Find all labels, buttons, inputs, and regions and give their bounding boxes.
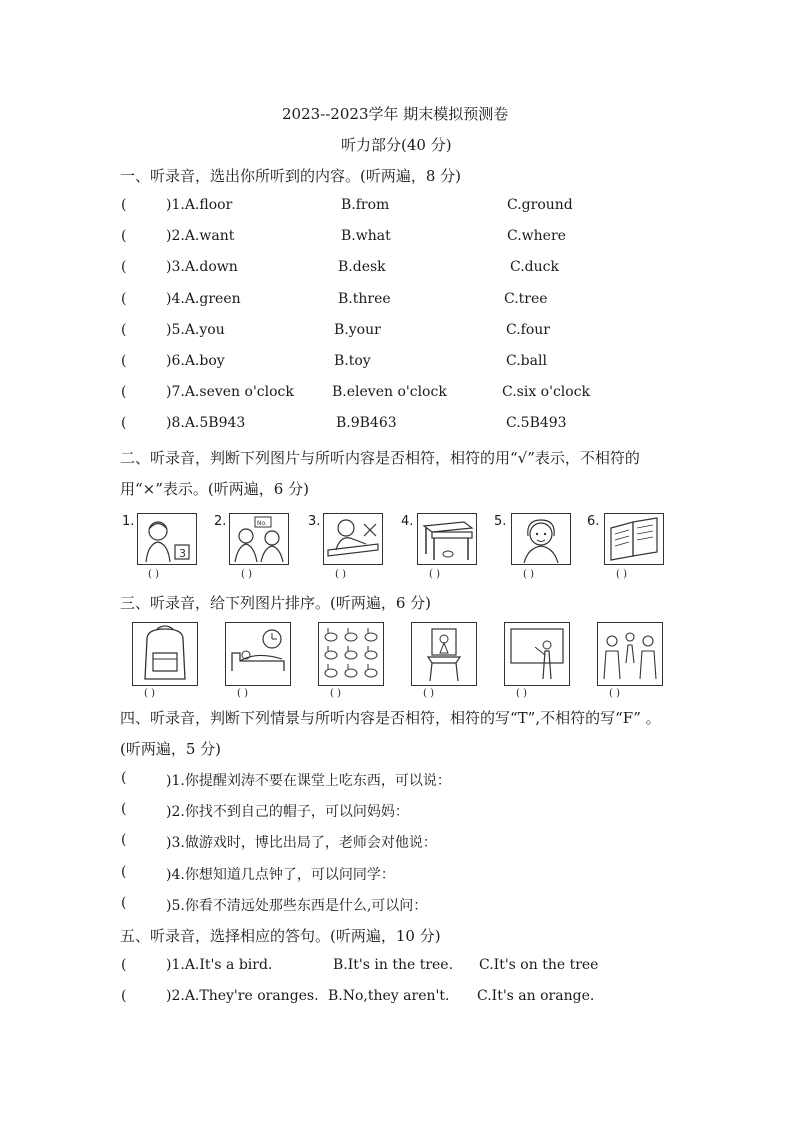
answer-blank[interactable]: (	[121, 291, 127, 307]
section2-heading-line2: 用“×”表示。(听两遍，6 分)	[120, 480, 309, 498]
answer-blank[interactable]: ( )	[237, 688, 248, 699]
list-item	[0, 228, 794, 248]
two-kids-no-sign-icon	[229, 513, 289, 565]
answer-blank[interactable]: ( )	[616, 569, 627, 580]
answer-blank[interactable]: (	[121, 259, 127, 275]
list-item	[0, 770, 794, 790]
svg-text:No.: No.	[257, 520, 267, 527]
answer-blank[interactable]: ( )	[330, 688, 341, 699]
section4-heading-line2: (听两遍，5 分)	[120, 740, 222, 758]
three-people-icon	[597, 622, 663, 686]
list-item	[0, 259, 794, 279]
option-b: B.desk	[338, 259, 386, 275]
scenario-text: )2.你找不到自己的帽子，可以问妈妈：	[166, 804, 409, 820]
option-a: )7.A.seven o'clock	[166, 384, 294, 400]
option-b: B.toy	[334, 353, 371, 369]
geese-icon	[318, 622, 384, 686]
option-c: C.where	[507, 228, 566, 244]
boy-with-number-3-icon	[137, 513, 197, 565]
answer-blank[interactable]: ( )	[241, 569, 252, 580]
teacher-at-board-icon	[504, 622, 570, 686]
list-item	[0, 988, 794, 1008]
option-c: C.5B493	[506, 415, 567, 431]
picture-number: 3.	[308, 514, 321, 529]
option-c: C.tree	[504, 291, 548, 307]
svg-text:3: 3	[179, 547, 186, 560]
option-a: )2.A.want	[166, 228, 235, 244]
boy-at-desk-icon	[323, 513, 383, 565]
answer-blank[interactable]: ( )	[429, 569, 440, 580]
option-b: B.from	[341, 197, 390, 213]
answer-blank[interactable]: ( )	[335, 569, 346, 580]
open-book-icon	[604, 513, 664, 565]
option-a: )4.A.green	[166, 291, 241, 307]
option-a: )1.A.floor	[166, 197, 233, 213]
girl-portrait-icon	[511, 513, 571, 565]
list-item	[0, 291, 794, 311]
list-item	[0, 864, 794, 884]
chair-with-doll-icon	[411, 622, 477, 686]
answer-blank[interactable]: ( )	[144, 688, 155, 699]
picture-number: 5.	[494, 514, 507, 529]
answer-blank[interactable]: (	[121, 957, 127, 973]
option-a: )6.A.boy	[166, 353, 225, 369]
list-item	[0, 957, 794, 977]
answer-blank[interactable]: (	[121, 322, 127, 338]
schoolbag-icon	[132, 622, 198, 686]
option-a: )5.A.you	[166, 322, 225, 338]
option-b: B.eleven o'clock	[332, 384, 447, 400]
option-b: B.No,they aren't.	[328, 988, 450, 1004]
answer-blank[interactable]: (	[121, 770, 127, 786]
list-item	[0, 353, 794, 373]
option-a: )2.A.They're oranges.	[166, 988, 319, 1004]
option-b: B.9B463	[336, 415, 397, 431]
option-c: C.ball	[506, 353, 547, 369]
answer-blank[interactable]: (	[121, 832, 127, 848]
answer-blank[interactable]: (	[121, 415, 127, 431]
list-item	[0, 895, 794, 915]
scenario-text: )3.做游戏时，博比出局了，老师会对他说：	[166, 835, 437, 851]
list-item	[0, 384, 794, 404]
option-c: C.six o'clock	[502, 384, 591, 400]
section1-heading: 一、听录音，选出你所听到的内容。(听两遍，8 分)	[120, 167, 462, 185]
section3-heading: 三、听录音，给下列图片排序。(听两遍，6 分)	[120, 594, 432, 612]
answer-blank[interactable]: (	[121, 988, 127, 1004]
answer-blank[interactable]: (	[121, 353, 127, 369]
section5-heading: 五、听录音，选择相应的答句。(听两遍，10 分)	[120, 927, 441, 945]
option-a: )1.A.It's a bird.	[166, 957, 273, 973]
section4-heading-line1: 四、听录音，判断下列情景与所听内容是否相符，相符的写“T”,不相符的写“F” 。	[120, 709, 661, 727]
option-c: C.ground	[507, 197, 573, 213]
answer-blank[interactable]: ( )	[148, 569, 159, 580]
option-c: C.duck	[510, 259, 559, 275]
answer-blank[interactable]: (	[121, 384, 127, 400]
list-item	[0, 832, 794, 852]
option-b: B.your	[334, 322, 381, 338]
option-b: B.three	[338, 291, 391, 307]
answer-blank[interactable]: ( )	[523, 569, 534, 580]
scenario-text: )5.你看不清远处那些东西是什么,可以问：	[166, 898, 428, 914]
scenario-text: )1.你提醒刘涛不要在课堂上吃东西，可以说：	[166, 773, 451, 789]
picture-number: 2.	[214, 514, 227, 529]
list-item	[0, 322, 794, 342]
page-title: 2023--2023学年 期末模拟预测卷	[282, 105, 509, 123]
answer-blank[interactable]: ( )	[423, 688, 434, 699]
picture-number: 4.	[401, 514, 414, 529]
answer-blank[interactable]: (	[121, 895, 127, 911]
option-b: B.It's in the tree.	[333, 957, 454, 973]
scenario-text: )4.你想知道几点钟了，可以问同学：	[166, 867, 395, 883]
answer-blank[interactable]: (	[121, 801, 127, 817]
picture-number: 6.	[587, 514, 600, 529]
list-item	[0, 801, 794, 821]
option-c: C.It's on the tree	[479, 957, 599, 973]
answer-blank[interactable]: (	[121, 864, 127, 880]
option-c: C.It's an orange.	[477, 988, 595, 1004]
desk-with-cat-icon	[417, 513, 477, 565]
option-b: B.what	[341, 228, 391, 244]
list-item	[0, 197, 794, 217]
bed-and-clock-icon	[225, 622, 291, 686]
answer-blank[interactable]: (	[121, 197, 127, 213]
option-a: )3.A.down	[166, 259, 238, 275]
option-a: )8.A.5B943	[166, 415, 246, 431]
page-subtitle: 听力部分(40 分)	[341, 136, 452, 154]
answer-blank[interactable]: ( )	[609, 688, 620, 699]
section2-heading-line1: 二、听录音，判断下列图片与所听内容是否相符，相符的用“√”表示，不相符的	[120, 449, 640, 467]
answer-blank[interactable]: ( )	[516, 688, 527, 699]
list-item	[0, 415, 794, 435]
answer-blank[interactable]: (	[121, 228, 127, 244]
option-c: C.four	[506, 322, 550, 338]
picture-number: 1.	[122, 514, 135, 529]
